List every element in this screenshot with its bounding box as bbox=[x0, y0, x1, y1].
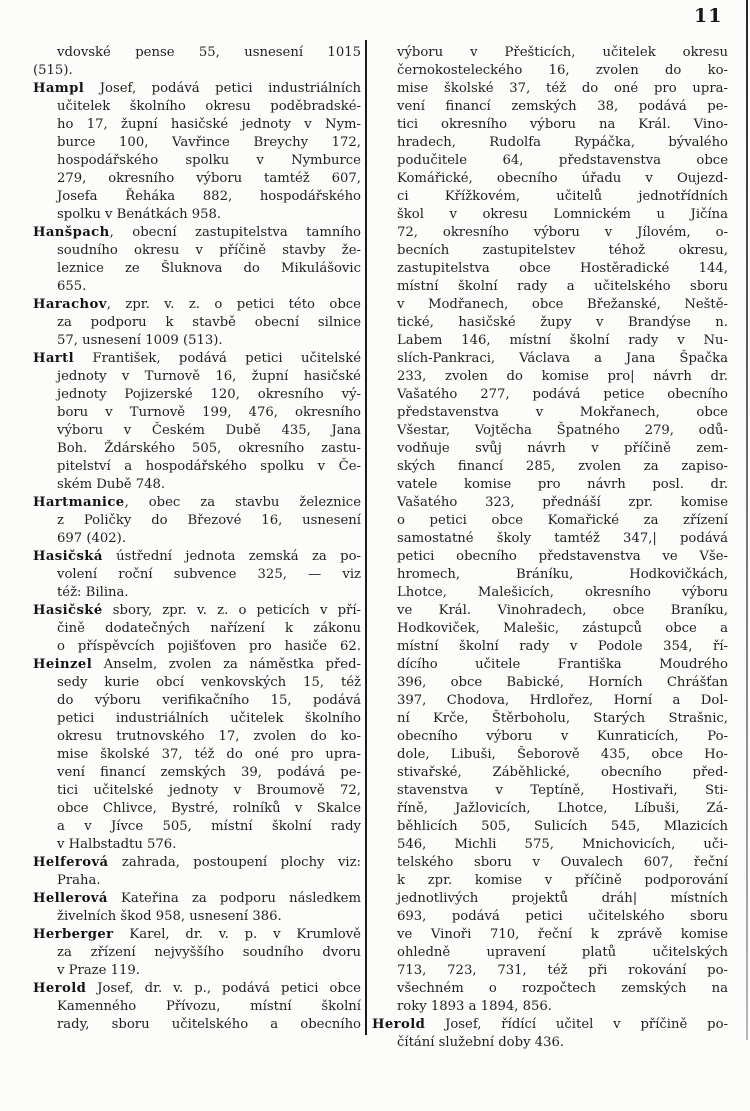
entry-line: Hampl Josef, podává petici industriálních bbox=[33, 81, 361, 96]
index-entry bbox=[33, 602, 361, 656]
entry-line: sedy kurie obcí venkovských 15, též bbox=[57, 675, 361, 690]
column-left bbox=[33, 44, 361, 1034]
entry-line: hradech, Rudolfa Rypáčka, bývalého bbox=[397, 135, 728, 150]
entry-line: vodňuje svůj návrh v příčině zem- bbox=[397, 441, 728, 456]
entry-line: tici okresního výboru na Král. Vino- bbox=[397, 117, 728, 132]
entry-line: čině dodatečných nařízení k zákonu bbox=[57, 621, 361, 636]
entry-headword: Hartmanice bbox=[33, 495, 125, 510]
entry-line: spolku v Benátkách 958. bbox=[57, 207, 222, 222]
index-entry bbox=[372, 44, 728, 1016]
entry-headword: Hasičské bbox=[33, 603, 103, 618]
entry-line: vení financí zemských 39, podává pe- bbox=[57, 765, 361, 780]
entry-line: jednoty v Turnově 16, župní hasičské bbox=[57, 369, 361, 384]
entry-line: ohledně upravení platů učitelských bbox=[397, 945, 728, 960]
entry-line: do výboru verifikačního 15, podává bbox=[57, 693, 361, 708]
column-right bbox=[372, 44, 728, 1052]
entry-line: ve Král. Vinohradech, obce Braníku, bbox=[397, 603, 728, 618]
column-divider-rule bbox=[365, 40, 367, 1035]
entry-line: všechném o rozpočtech zemských na bbox=[397, 981, 728, 996]
index-entry bbox=[33, 44, 361, 80]
entry-line: (515). bbox=[33, 63, 73, 78]
entry-line: 72, okresního výboru v Jílovém, o- bbox=[397, 225, 728, 240]
index-entry bbox=[33, 494, 361, 548]
entry-line: 546, Michli 575, Mnichovicích, uči- bbox=[397, 837, 728, 852]
entry-line: ci Křížkovém, učitelů jednotřídních bbox=[397, 189, 728, 204]
entry-line: 233, zvolen do komise pro| návrh dr. bbox=[397, 369, 728, 384]
entry-line: Harachov, zpr. v. z. o petici této obce bbox=[33, 297, 361, 312]
index-entry bbox=[33, 548, 361, 602]
entry-line: Komářické, obecního úřadu v Oujezd- bbox=[397, 171, 728, 186]
index-entry bbox=[33, 80, 361, 224]
entry-line: 655. bbox=[57, 279, 87, 294]
index-entry bbox=[33, 854, 361, 890]
entry-line: škol v okresu Lomnickém u Jičína bbox=[397, 207, 728, 222]
entry-line: představenstva v Mokřanech, obce bbox=[397, 405, 728, 420]
entry-headword: Hanšpach bbox=[33, 225, 110, 240]
index-entry bbox=[33, 890, 361, 926]
entry-line: slích-Pankraci, Václava a Jana Špačka bbox=[397, 351, 728, 366]
entry-line: volení roční subvence 325, — viz bbox=[57, 567, 361, 582]
entry-line: hromech, Bráníku, Hodkovičkách, bbox=[397, 567, 728, 582]
entry-headword: Hartl bbox=[33, 351, 75, 366]
entry-line: petici obecního představenstva ve Vše- bbox=[397, 549, 728, 564]
index-entry bbox=[33, 656, 361, 854]
index-entry bbox=[33, 980, 361, 1034]
entry-line: ve Vinoři 710, řeční k zprávě komise bbox=[397, 927, 728, 942]
entry-line: k zpr. komise v příčině podporování bbox=[397, 873, 728, 888]
entry-line: hospodářského spolku v Nymburce bbox=[57, 153, 361, 168]
entry-line: obecního výboru v Kunraticích, Po- bbox=[397, 729, 728, 744]
entry-line: v Praze 119. bbox=[57, 963, 140, 978]
entry-line: ho 17, župní hasičské jednoty v Nym- bbox=[57, 117, 361, 132]
entry-line: tické, hasičské župy v Brandýse n. bbox=[397, 315, 728, 330]
entry-headword: Hampl bbox=[33, 81, 85, 96]
entry-line: tici učitelské jednoty v Broumově 72, bbox=[57, 783, 361, 798]
entry-line: 279, okresního výboru tamtéž 607, bbox=[57, 171, 361, 186]
entry-line: Vašatého 323, přednáší zpr. komise bbox=[397, 495, 728, 510]
entry-line: vatele komise pro návrh posl. dr. bbox=[397, 477, 728, 492]
entry-line: mise školské 37, též do oné pro upra- bbox=[57, 747, 361, 762]
entry-line: dícího učitele Františka Moudrého bbox=[397, 657, 728, 672]
index-entry bbox=[33, 296, 361, 350]
entry-line: telského sboru v Ouvalech 607, řeční bbox=[397, 855, 728, 870]
entry-line: Hellerová Kateřina za podporu následkem bbox=[33, 891, 361, 906]
index-entry bbox=[372, 1016, 728, 1052]
entry-line: Josefa Řeháka 882, hospodářského bbox=[57, 189, 361, 204]
entry-line: černokosteleckého 16, zvolen do ko- bbox=[397, 63, 728, 78]
entry-line: samostatné školy tamtéž 347,| podává bbox=[397, 531, 728, 546]
entry-line: z Poličky do Březové 16, usnesení bbox=[57, 513, 361, 528]
entry-headword: Heinzel bbox=[33, 657, 93, 672]
entry-line: učitelek školního okresu poděbradské- bbox=[57, 99, 361, 114]
entry-line: petici industriálních učitelek školního bbox=[57, 711, 361, 726]
entry-line: za zřízení nejvyššího soudního dvoru bbox=[57, 945, 361, 960]
entry-line: Helferová zahrada, postoupení plochy viz: bbox=[33, 855, 361, 870]
entry-line: ských financí 285, zvolen za zapiso- bbox=[397, 459, 728, 474]
entry-headword: Helferová bbox=[33, 855, 109, 870]
entry-headword: Herold bbox=[372, 1017, 426, 1032]
entry-line: 697 (402). bbox=[57, 531, 127, 546]
entry-line: mise školské 37, též do oné pro upra- bbox=[397, 81, 728, 96]
entry-line: Herold Josef, dr. v. p., podává petici obce bbox=[33, 981, 361, 996]
entry-line: 397, Chodova, Hrdlořez, Horní a Dol- bbox=[397, 693, 728, 708]
entry-line: Hodkoviček, Malešic, zástupců obce a bbox=[397, 621, 728, 636]
entry-headword: Harachov bbox=[33, 297, 107, 312]
entry-line: v Modřanech, obce Břežanské, Neště- bbox=[397, 297, 728, 312]
entry-line: Herold Josef, řídící učitel v příčině po- bbox=[372, 1017, 728, 1032]
entry-line: jednotlivých projektů dráh| místních bbox=[397, 891, 728, 906]
entry-line: Hartmanice, obec za stavbu železnice bbox=[33, 495, 361, 510]
index-entry bbox=[33, 926, 361, 980]
entry-line: burce 100, Vavřince Breychy 172, bbox=[57, 135, 361, 150]
entry-line: dole, Libuši, Šeborově 435, obce Ho- bbox=[397, 747, 728, 762]
page-edge-rule bbox=[746, 0, 748, 1040]
entry-line: Hanšpach, obecní zastupitelstva tamního bbox=[33, 225, 361, 240]
entry-line: 396, obce Babické, Horních Chrášťan bbox=[397, 675, 728, 690]
entry-line: Hasičské sbory, zpr. v. z. o peticích v pří- bbox=[33, 603, 361, 618]
index-entry bbox=[33, 224, 361, 296]
entry-line: rady, sboru učitelského a obecního bbox=[57, 1017, 361, 1032]
entry-line: Hartl František, podává petici učitelské bbox=[33, 351, 361, 366]
entry-line: okresu trutnovského 17, zvolen do ko- bbox=[57, 729, 361, 744]
entry-line: Kamenného Přívozu, místní školní bbox=[57, 999, 361, 1014]
entry-line: o petici obce Komařické za zřízení bbox=[397, 513, 728, 528]
entry-headword: Hasičská bbox=[33, 549, 103, 564]
entry-line: ní Krče, Štěrboholu, Starých Strašnic, bbox=[397, 711, 728, 726]
entry-line: též: Bilina. bbox=[57, 585, 129, 600]
entry-line: becních zastupitelstev téhož okresu, bbox=[397, 243, 728, 258]
entry-line: 57, usnesení 1009 (513). bbox=[57, 333, 223, 348]
entry-headword: Herberger bbox=[33, 927, 114, 942]
page-number: 11 bbox=[694, 5, 723, 27]
entry-line: Herberger Karel, dr. v. p. v Krumlově bbox=[33, 927, 361, 942]
entry-line: zastupitelstva obce Hostěradické 144, bbox=[397, 261, 728, 276]
entry-line: stavenstva v Teptíně, Hostivaři, Sti- bbox=[397, 783, 728, 798]
entry-line: běhlicích 505, Sulicích 545, Mlazicích bbox=[397, 819, 728, 834]
entry-line: soudního okresu v příčině stavby že- bbox=[57, 243, 361, 258]
entry-line: roky 1893 a 1894, 856. bbox=[397, 999, 552, 1014]
entry-headword: Hellerová bbox=[33, 891, 108, 906]
entry-line: vdovské pense 55, usnesení 1015 bbox=[57, 45, 361, 60]
entry-line: místní školní rady a učitelského sboru bbox=[397, 279, 728, 294]
entry-line: výboru v Českém Dubě 435, Jana bbox=[57, 423, 361, 438]
entry-line: pitelství a hospodářského spolku v Če- bbox=[57, 459, 361, 474]
entry-line: říně, Jažlovicích, Lhotce, Líbuši, Zá- bbox=[397, 801, 728, 816]
entry-line: o příspěvcích pojišťoven pro hasiče 62. bbox=[57, 639, 361, 654]
entry-line: 693, podává petici učitelského sboru bbox=[397, 909, 728, 924]
entry-line: leznice ze Šluknova do Mikulášovic bbox=[57, 261, 361, 276]
entry-line: vení financí zemských 38, podává pe- bbox=[397, 99, 728, 114]
entry-line: Labem 146, místní školní rady v Nu- bbox=[397, 333, 728, 348]
entry-line: čítání služební doby 436. bbox=[397, 1035, 565, 1050]
entry-line: podučitele 64, představenstva obce bbox=[397, 153, 728, 168]
index-entry bbox=[33, 350, 361, 494]
entry-line: a v Jívce 505, místní školní rady bbox=[57, 819, 361, 834]
entry-line: ském Dubě 748. bbox=[57, 477, 166, 492]
entry-line: jednoty Pojizerské 120, okresního vý- bbox=[57, 387, 361, 402]
entry-line: Vašatého 277, podává petice obecního bbox=[397, 387, 728, 402]
entry-line: živelních škod 958, usnesení 386. bbox=[57, 909, 282, 924]
entry-line: Heinzel Anselm, zvolen za náměstka před- bbox=[33, 657, 361, 672]
entry-line: obce Chlivce, Bystré, rolníků v Skalce bbox=[57, 801, 361, 816]
entry-line: Všestar, Vojtěcha Špatného 279, odů- bbox=[397, 423, 728, 438]
entry-line: Lhotce, Malešicích, okresního výboru bbox=[397, 585, 728, 600]
entry-line: boru v Turnově 199, 476, okresního bbox=[57, 405, 361, 420]
entry-line: výboru v Přešticích, učitelek okresu bbox=[397, 45, 728, 60]
entry-line: v Halbstadtu 576. bbox=[57, 837, 177, 852]
entry-headword: Herold bbox=[33, 981, 87, 996]
entry-line: stivařské, Záběhlické, obecního před- bbox=[397, 765, 728, 780]
entry-line: za podporu k stavbě obecní silnice bbox=[57, 315, 361, 330]
entry-line: místní školní rady v Podole 354, ří- bbox=[397, 639, 728, 654]
entry-line: Boh. Ždárského 505, okresního zastu- bbox=[57, 441, 361, 456]
entry-line: Praha. bbox=[57, 873, 101, 888]
entry-line: Hasičská ústřední jednota zemská za po- bbox=[33, 549, 361, 564]
entry-line: 713, 723, 731, též při rokování po- bbox=[397, 963, 728, 978]
